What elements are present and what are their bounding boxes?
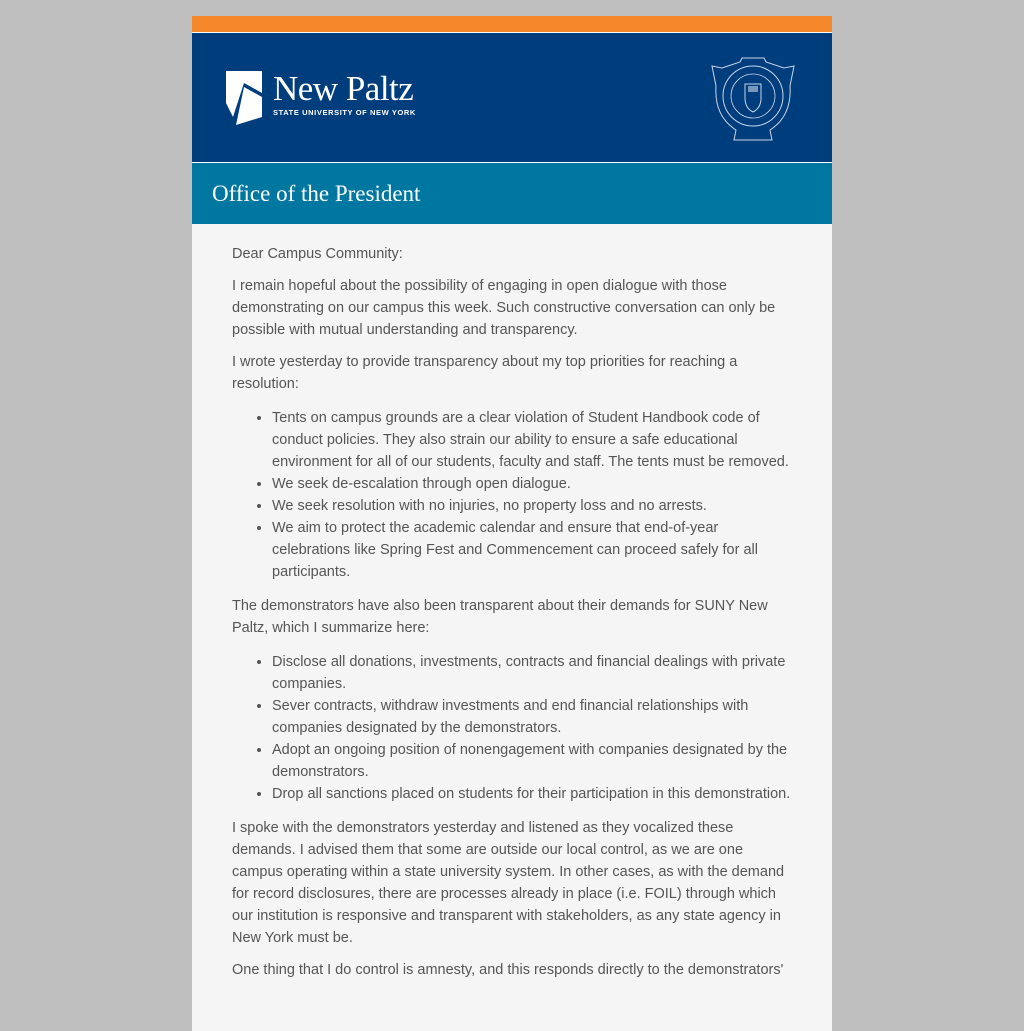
demands-list	[232, 651, 792, 805]
logo-name: New Paltz	[273, 69, 414, 108]
office-title: Office of the President	[212, 181, 421, 206]
list-item: • Sever contracts, withdraw investments and end financial relationships with companies designated by the demonstrators.	[272, 695, 792, 739]
paragraph: I wrote yesterday to provide transparency about my top priorities for reaching a resolution:	[232, 354, 738, 392]
paragraph: The demonstrators have also been transparent about their demands for SUNY New Paltz, which I summarize here:	[232, 598, 768, 636]
letter-body	[192, 224, 832, 1031]
new-paltz-logo	[226, 71, 416, 125]
list-item: • We seek resolution with no injuries, no property loss and no arrests.	[272, 495, 792, 517]
paragraph: I spoke with the demonstrators yesterday and listened as they vocalized these demands. I advised them that some are outside our local control, as we are one campus operating within a state university system. In other cases, as with the demand for record disclosures, there are processes already in place (i.e. FOIL) through which our institution is responsive and transparent with stakeholders, as any state agency in New York must be.	[232, 820, 785, 946]
logo-mark-icon	[226, 71, 262, 125]
list-item: • We seek de-escalation through open dialogue.	[272, 473, 792, 495]
orange-accent-bar	[192, 16, 832, 33]
university-seal-icon	[710, 56, 796, 142]
list-item: • Tents on campus grounds are a clear violation of Student Handbook code of conduct policies. They also strain our ability to ensure a safe educational environment for all of our students, faculty and staff. The tents must be removed.	[272, 407, 792, 473]
greeting: Dear Campus Community:	[232, 246, 403, 262]
list-item: • Adopt an ongoing position of nonengagement with companies designated by the demonstrators.	[272, 739, 792, 783]
priorities-list	[232, 407, 792, 583]
list-item: • Disclose all donations, investments, contracts and financial dealings with private companies.	[272, 651, 792, 695]
header-banner	[192, 33, 832, 163]
logo-subtitle: STATE UNIVERSITY OF NEW YORK	[273, 108, 416, 117]
list-item: • We aim to protect the academic calendar and ensure that end-of-year celebrations like Spring Fest and Commencement can proceed safely for all participants.	[272, 517, 792, 583]
paragraph: One thing that I do control is amnesty, and this responds directly to the demonstrators'	[232, 962, 784, 978]
email-container	[192, 16, 832, 1031]
paragraph: I remain hopeful about the possibility of engaging in open dialogue with those demonstrating on our campus this week. Such constructive conversation can only be possible with mutual understanding and transparency.	[232, 278, 776, 338]
list-item: • Drop all sanctions placed on students for their participation in this demonstration.	[272, 783, 792, 805]
office-title-bar	[192, 163, 832, 224]
